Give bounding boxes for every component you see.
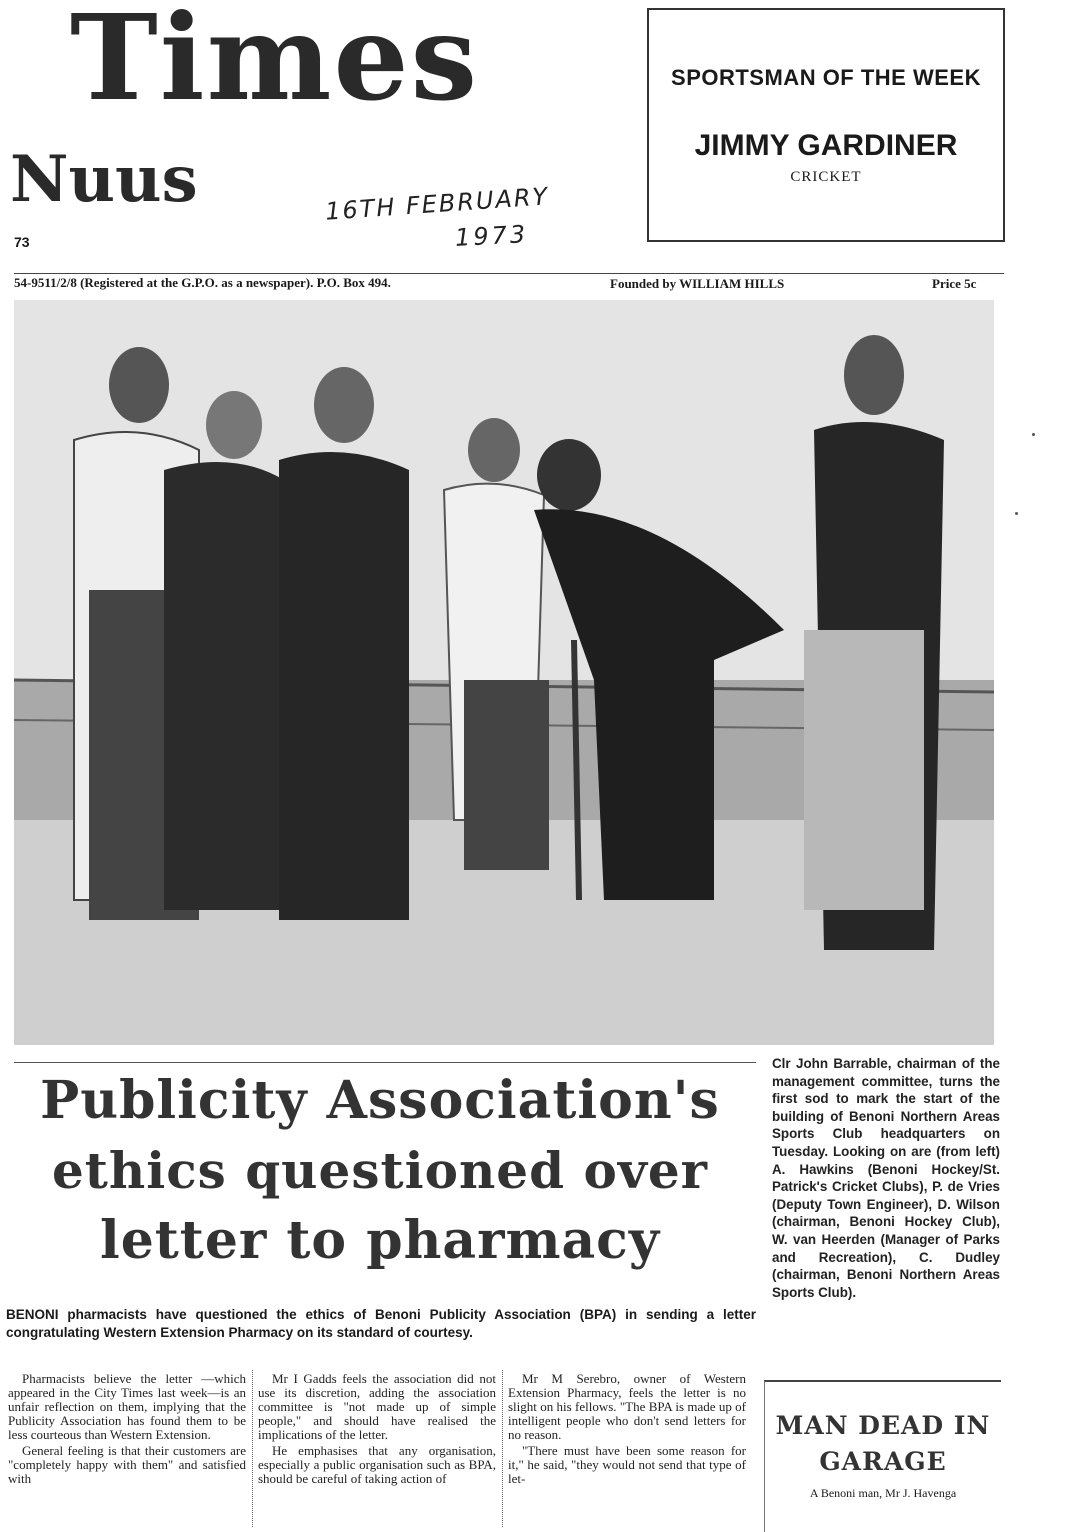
column-2-paragraph: Mr I Gadds feels the association did not use its discretion, adding the association committee is "not made up of simple people," and should have realised the implications of the letter. [258, 1372, 496, 1442]
price-text: Price 5c [932, 276, 977, 291]
sportsman-of-the-week-box [647, 8, 1005, 242]
photo-group-of-men-icon [14, 300, 994, 1045]
article-column-3 [508, 1372, 746, 1527]
handwritten-date: 16TH FEBRUARY [324, 182, 551, 226]
sportsman-label: SPORTSMAN OF THE WEEK [671, 65, 981, 90]
article-lede: BENONI pharmacists have questioned the ethics of Benoni Publicity Association (BPA) in sending a letter congratulating Western Extension Pharmacy on its standard of courtesy. [6, 1307, 756, 1340]
headline-rule [14, 1062, 756, 1063]
scan-speck [1015, 512, 1018, 515]
sidebar-headline-line-2: GARAGE [819, 1447, 947, 1476]
founded-text: Founded by WILLIAM HILLS [610, 276, 785, 291]
sportsman-name: JIMMY GARDINER [694, 129, 958, 162]
headline-line-3: letter to pharmacy [99, 1210, 661, 1271]
handwritten-year: 1973 [454, 220, 529, 252]
scan-speck [1032, 433, 1035, 436]
article-column-1 [8, 1372, 246, 1527]
article-column-2 [258, 1372, 496, 1527]
column-1-paragraph: Pharmacists believe the letter —which appeared in the City Times last week—is an unfair reflection on them, implying that the Publicity Association has found them to be less courteous than Western Extension. [8, 1372, 246, 1442]
headline-line-2: ethics questioned over [51, 1141, 709, 1200]
sidebar-story-headline [765, 1408, 1001, 1480]
column-2-paragraph: He emphasises that any organisation, especially a public organisation such as BPA, should be careful of taking action of [258, 1443, 496, 1486]
column-3-paragraph: "There must have been some reason for it," he said, "they would not send that type of let- [508, 1443, 746, 1486]
column-separator [502, 1370, 503, 1527]
issue-fragment: 73 [14, 234, 30, 250]
sportsman-sport: CRICKET [790, 169, 862, 185]
masthead-subtitle: Nuus [10, 142, 198, 217]
column-separator [252, 1370, 253, 1527]
registration-line [14, 273, 1004, 293]
sidebar-story [764, 1380, 1001, 1532]
sidebar-headline-line-1: MAN DEAD IN [775, 1411, 991, 1440]
photo-caption: Clr John Barrable, chairman of the management committee, turns the first sod to mark the start of the building of Benoni Northern Areas Sports Club headquarters on Tuesday. Looking on are (from left) A. Hawkins (Benoni Hockey/St. Patrick's Cricket Clubs), P. de Vries (Deputy Town Engineer), D. Wilson (chairman, Benoni Hockey Club), W. van Heerden (Manager of Parks and Recreation), C. Dudley (chairman, Benoni Northern Areas Sports Club). [772, 1056, 1000, 1300]
headline-line-1: Publicity Association's [40, 1070, 720, 1131]
column-1-paragraph: General feeling is that their customers are "completely happy with them" and satisfied with [8, 1443, 246, 1486]
article-headline [0, 1066, 760, 1276]
column-3-paragraph: Mr M Serebro, owner of Western Extension Pharmacy, feels the letter is no slight on his fellows. "The BPA is made up of intelligent people who don't send letters for no reason. [508, 1372, 746, 1442]
masthead-title: Times [70, 0, 479, 127]
sidebar-story-snippet: A Benoni man, Mr J. Havenga [809, 1486, 957, 1500]
registration-text: 54-9511/2/8 (Registered at the G.P.O. as a newspaper). P.O. Box 494. [14, 275, 391, 290]
news-photo [14, 300, 994, 1045]
